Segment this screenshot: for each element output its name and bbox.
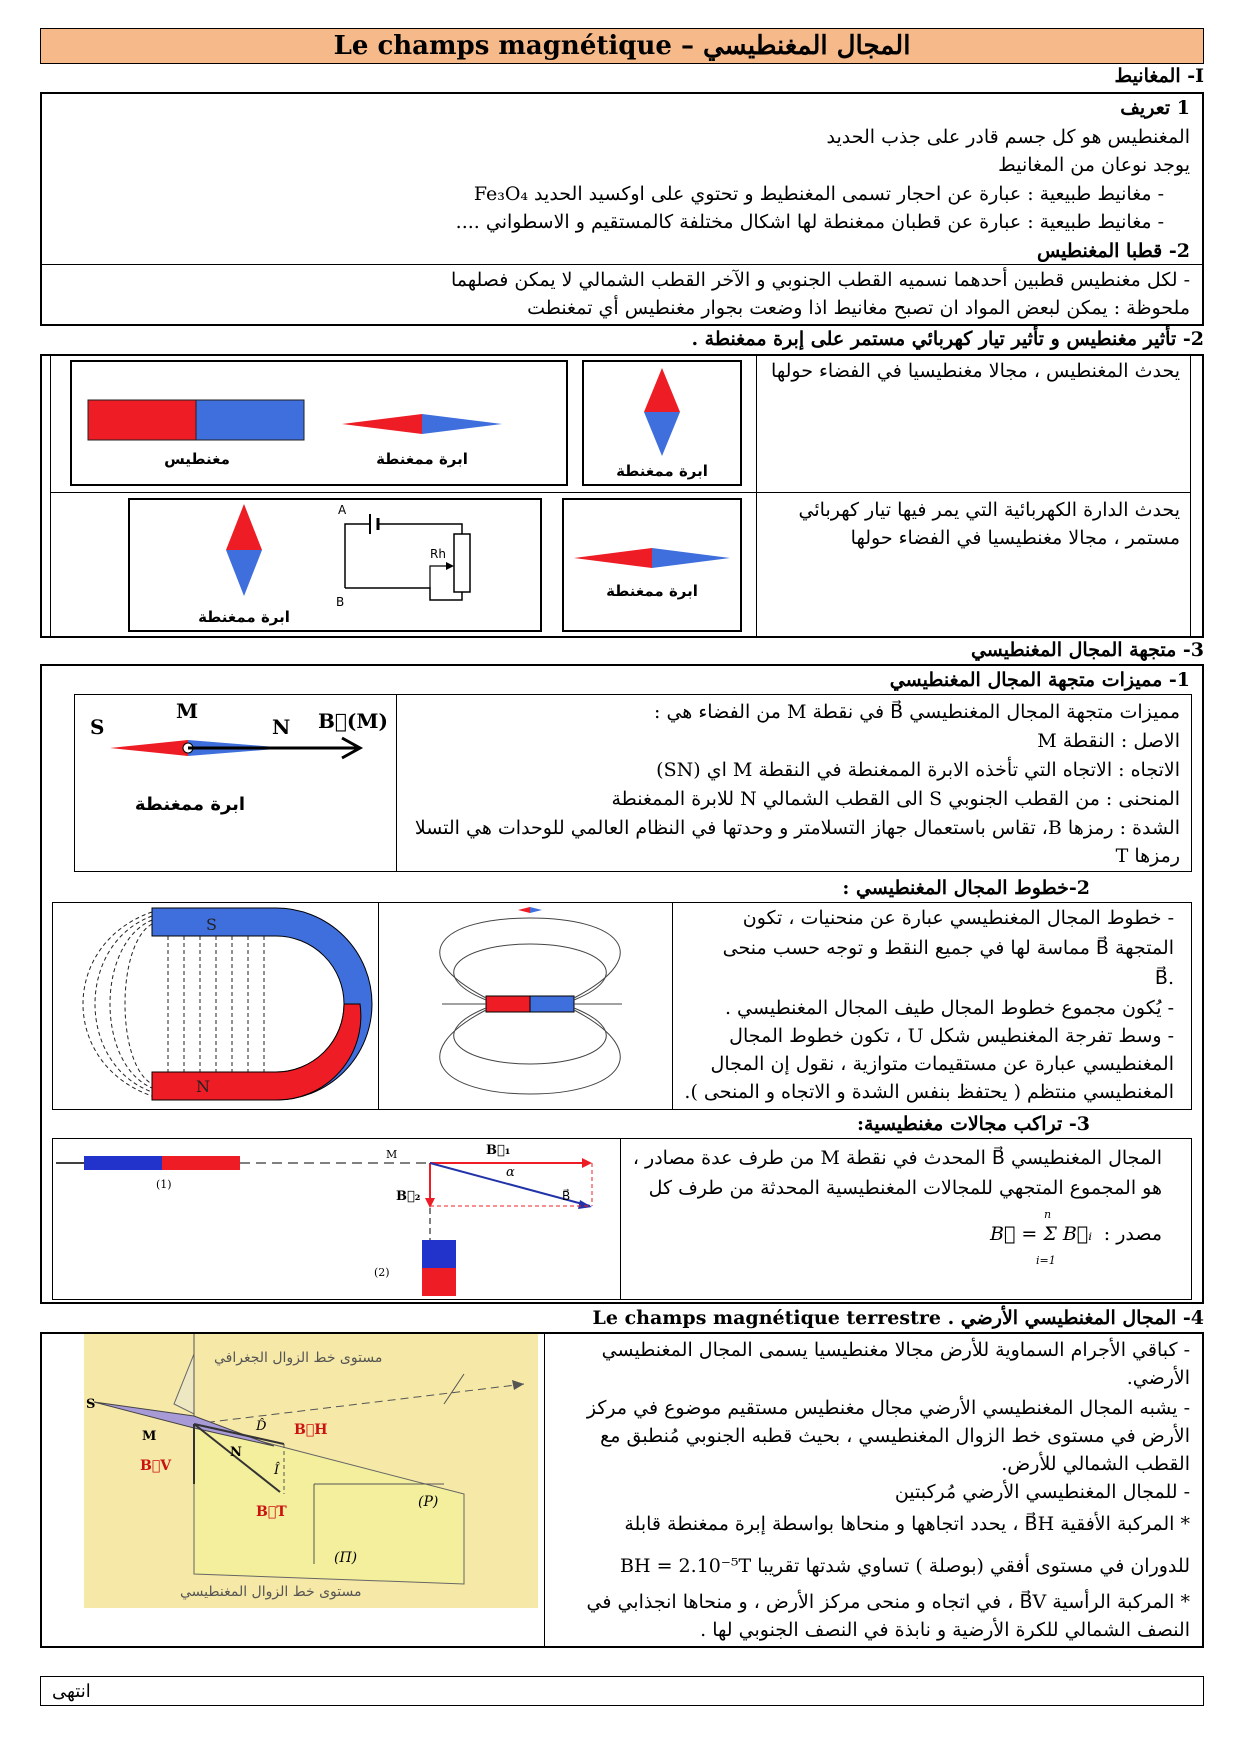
vector-B1-head: [582, 1158, 592, 1168]
needle-caption: ابرة ممغنطة: [376, 450, 468, 468]
bar-magnet-south: [486, 996, 530, 1012]
section-2-heading: 2- تأثير مغنطيس و تأثير تيار كهربائي مستمر على إبرة ممغنطة .: [691, 328, 1204, 350]
earth-text-8: للدوران في مستوى أفقي (بوصلة ) تساوي شدتها تقريبا BH = 2.10⁻⁵T: [620, 1555, 1190, 1577]
section-3-heading: 3- متجهة المجال المغنطيسي: [970, 639, 1204, 661]
label-B2: B⃗₂: [396, 1189, 421, 1204]
formula-upper-limit: n: [1044, 1208, 1052, 1221]
divider: [756, 354, 757, 638]
circuit-needle-figure: [128, 498, 542, 632]
poles-text: - لكل مغنطيس قطبين أحدهما نسميه القطب الجنوبي و الآخر القطب الشمالي لا يمكن فصلهما: [450, 269, 1190, 291]
rheostat: [454, 534, 470, 592]
earth-text-5: القطب الشمالي للأرض.: [1001, 1453, 1190, 1475]
needle-vector-diagram: [78, 698, 392, 868]
label-P: (P): [418, 1494, 439, 1510]
superposition-text-1: المجال المغنطيسي B⃗ المحدث في نقطة M من طرف عدة مصادر ،: [632, 1147, 1162, 1169]
divider: [620, 1138, 621, 1300]
label-BH: B⃗H: [294, 1422, 328, 1438]
needle-red-half: [226, 504, 262, 550]
label-B-of-M: B⃗(M): [318, 709, 388, 733]
vector-direction: الاتجاه : الاتجاه التي تأخذه الابرة الممغنطة في النقطة M اي (SN): [656, 759, 1180, 781]
superposition-diagram: [56, 1140, 616, 1298]
field-lines-heading: 2-خطوط المجال المغنطيسي :: [842, 877, 1090, 899]
needle-caption: ابرة ممغنطة: [198, 608, 290, 626]
earth-text-7: * المركبة الأفقية B⃗H ، يحدد اتجاهها و منحاها بواسطة إبرة ممغنطة قابلة: [624, 1513, 1190, 1535]
type-natural: - مغانيط طبيعية : عبارة عن احجار تسمى المغنطيط و تحتوي على اوكسيد الحديد Fe₃O₄: [473, 183, 1164, 205]
note-text: ملحوظة : يمكن لبعض المواد ان تصبح مغانيط اذا وضعت بجوار مغنطيس أي تمغنطت: [527, 297, 1190, 319]
field-lines-text-4: - يُكون مجموع خطوط المجال طيف المجال المغنطيسي .: [724, 997, 1174, 1019]
divider: [40, 264, 1204, 265]
magnet1-south: [84, 1156, 162, 1170]
vector-unit: رمزها T: [1115, 845, 1180, 867]
section-1-heading: I- المغانيط: [1114, 65, 1204, 87]
geographic-plane-label: مستوى خط الزوال الجغرافي: [214, 1350, 383, 1366]
circuit-wire: [378, 524, 462, 534]
needle-vertical-diagram: [584, 362, 740, 484]
page-title: Le champs magnétique – المجال المغنطيسي: [40, 28, 1204, 64]
label-D: D̂: [256, 1419, 267, 1434]
circuit-effect-text-2: مستمر ، مجالا مغنطيسيا في الفضاء حولها: [850, 527, 1180, 549]
magnet1-north: [162, 1156, 240, 1170]
definition-heading: 1 تعريف: [1120, 97, 1190, 119]
label-Pi: (Π): [334, 1550, 358, 1566]
vector-intensity: الشدة : رمزها B، تقاس باستعمال جهاز التسلامتر و وحدتها في النظام العالمي للوحدات هي التسلا: [414, 817, 1180, 839]
earth-text-3: - يشبه المجال المغنطيسي الأرضي مجال مغنطيس مستقيم موضوع في مركز: [586, 1397, 1190, 1419]
label-1: (1): [156, 1178, 172, 1191]
superposition-text-2: هو المجموع المتجهي للمجالات المغنطيسية المحدثة من طرف كل: [648, 1177, 1162, 1199]
rheostat-slider-arrow: [446, 562, 454, 570]
compass-red: [518, 907, 530, 913]
needle-caption: ابرة ممغنطة: [606, 582, 698, 600]
vector-characteristics-heading: 1- مميزات متجهة المجال المغنطيسي: [889, 669, 1190, 691]
label-BT: B⃗T: [256, 1504, 287, 1520]
magnet-north-half: [196, 400, 304, 440]
type-artificial: - مغانيط طبيعية : عبارة عن قطبان ممغنطة لها اشكال مختلفة كالمستقيم و الاسطواني ....: [455, 211, 1164, 233]
needle-red-half: [644, 368, 680, 412]
circuit-effect-text-1: يحدث الدارة الكهربائية التي يمر فيها تيار كهربائي: [798, 499, 1180, 521]
footer-end-text: انتهى: [52, 1681, 91, 1702]
label-S: S: [90, 715, 105, 739]
superposition-text-3: مصدر :: [1103, 1223, 1162, 1245]
label-I: Î: [274, 1463, 280, 1478]
u-label-S: S: [206, 915, 217, 934]
label-A: A: [338, 503, 347, 517]
needle-red-half: [110, 740, 188, 756]
needle-blue-half: [644, 412, 680, 456]
label-N: N: [230, 1445, 242, 1460]
u-label-N: N: [196, 1077, 210, 1096]
label-Rh: Rh: [430, 547, 446, 561]
vector-sense: المنحنى : من القطب الجنوبي S الى القطب الشمالي N للابرة الممغنطة: [611, 788, 1180, 810]
types-intro: يوجد نوعان من المغانيط: [998, 154, 1190, 176]
label-M: M: [142, 1429, 157, 1444]
needle-horizontal-figure: [562, 498, 742, 632]
magnet-south-half: [88, 400, 196, 440]
bar-magnet-field-diagram: [382, 904, 668, 1108]
poles-heading: 2- قطبا المغنطيس: [1036, 240, 1190, 262]
magnet-effect-text: يحدث المغنطيس ، مجالا مغنطيسيا في الفضاء حولها: [771, 360, 1180, 382]
label-alpha: α: [506, 1165, 515, 1180]
magnet-needle-figure: [70, 360, 568, 486]
divider: [378, 902, 379, 1110]
u-magnet-bottom: [152, 1004, 361, 1100]
needle-caption: ابرة ممغنطة: [134, 794, 246, 815]
label-B: B: [336, 595, 345, 609]
field-lines-text-6: المغنطيسي عبارة عن مستقيمات متوازية ، نقول إن المجال: [710, 1053, 1174, 1075]
field-lines-text-7: المغنطيسي منتظم ( يحتفظ بنفس الشدة و الاتجاه و المنحى ).: [684, 1081, 1174, 1103]
label-2: (2): [374, 1266, 390, 1279]
magnetic-plane-label: مستوى خط الزوال المغنطيسي: [180, 1584, 362, 1600]
needle-red-half: [574, 548, 652, 568]
earth-field-diagram: [84, 1334, 538, 1608]
field-lines-text-3: .B⃗: [1154, 967, 1174, 989]
divider: [1190, 354, 1191, 638]
needle-horizontal-diagram: [564, 500, 740, 630]
earth-text-10: النصف الشمالي للكرة الأرضية و نابذة في النصف الجنوبي لها .: [700, 1619, 1190, 1641]
divider: [544, 1332, 545, 1648]
field-lines-text-5: - وسط تفرجة المغنطيس شكل U ، تكون خطوط المجال: [729, 1025, 1174, 1047]
label-B: B⃗: [562, 1189, 571, 1203]
vector-B-head: [578, 1200, 592, 1209]
needle-alone-figure: [582, 360, 742, 486]
circuit-wire: [345, 524, 370, 588]
magnet2-north: [422, 1240, 456, 1268]
earth-text-9: * المركبة الرأسية B⃗V ، في اتجاه و منحى مركز الأرض ، و منحاها انجذابي في: [586, 1591, 1190, 1613]
divider: [396, 694, 397, 872]
earth-text-1: - كباقي الأجرام السماوية للأرض مجالا مغنطيسيا يسمى المجال المغنطيسي: [601, 1339, 1190, 1361]
earth-text-2: الأرضي.: [1126, 1367, 1190, 1389]
field-lines: [83, 912, 264, 1096]
circuit-wire: [345, 588, 462, 600]
divider: [672, 902, 673, 1110]
rheostat-slider: [430, 566, 452, 588]
field-lines-text-1: - خطوط المجال المغنطيسي عبارة عن منحنيات ، تكون: [742, 907, 1174, 929]
u-magnet-diagram: [56, 904, 374, 1108]
divider: [50, 492, 1190, 493]
needle-blue-half: [652, 548, 730, 568]
label-BV: B⃗V: [140, 1458, 172, 1474]
label-N: N: [272, 715, 291, 739]
magnet-needle-diagram: [72, 362, 566, 484]
label-M: M: [386, 1148, 398, 1161]
magnet2-south: [422, 1268, 456, 1296]
bar-magnet-north: [530, 996, 574, 1012]
formula-lower-limit: i=1: [1036, 1254, 1056, 1267]
magnet-caption: مغنطيس: [164, 450, 230, 468]
needle-red-half: [342, 414, 422, 434]
needle-caption: ابرة ممغنطة: [616, 462, 708, 480]
compass-blue: [530, 907, 542, 913]
circuit-diagram: [130, 500, 540, 630]
section-4-heading: 4- المجال المغنطيسي الأرضي . Le champs magnétique terrestre: [592, 1307, 1204, 1329]
needle-blue-half: [422, 414, 502, 434]
superposition-formula: B⃗ = Σ B⃗ᵢ: [990, 1223, 1093, 1245]
needle-blue-half: [226, 550, 262, 596]
earth-text-6: - للمجال المغنطيسي الأرضي مُركبتين: [894, 1481, 1190, 1503]
vector-origin: الاصل : النقطة M: [1037, 730, 1180, 752]
label-S: S: [86, 1397, 96, 1412]
field-lines-text-2: المتجهة B⃗ مماسة لها في جميع النقط و توجه حسب منحى: [722, 937, 1174, 959]
earth-text-4: الأرض في مستوى خط الزوال المغنطيسي ، بحيث قطبه الجنوبي مُنطبق مع: [600, 1425, 1190, 1447]
label-M: M: [176, 699, 199, 723]
divider: [50, 354, 51, 638]
superposition-heading: 3- تراكب مجالات مغنطيسية:: [857, 1113, 1090, 1135]
label-B1: B⃗₁: [486, 1143, 511, 1158]
footer-box: [40, 1676, 1204, 1706]
definition-text: المغنطيس هو كل جسم قادر على جذب الحديد: [826, 126, 1190, 148]
vector-line-1: مميزات متجهة المجال المغنطيسي B⃗ في نقطة M من الفضاء هي :: [654, 701, 1180, 723]
